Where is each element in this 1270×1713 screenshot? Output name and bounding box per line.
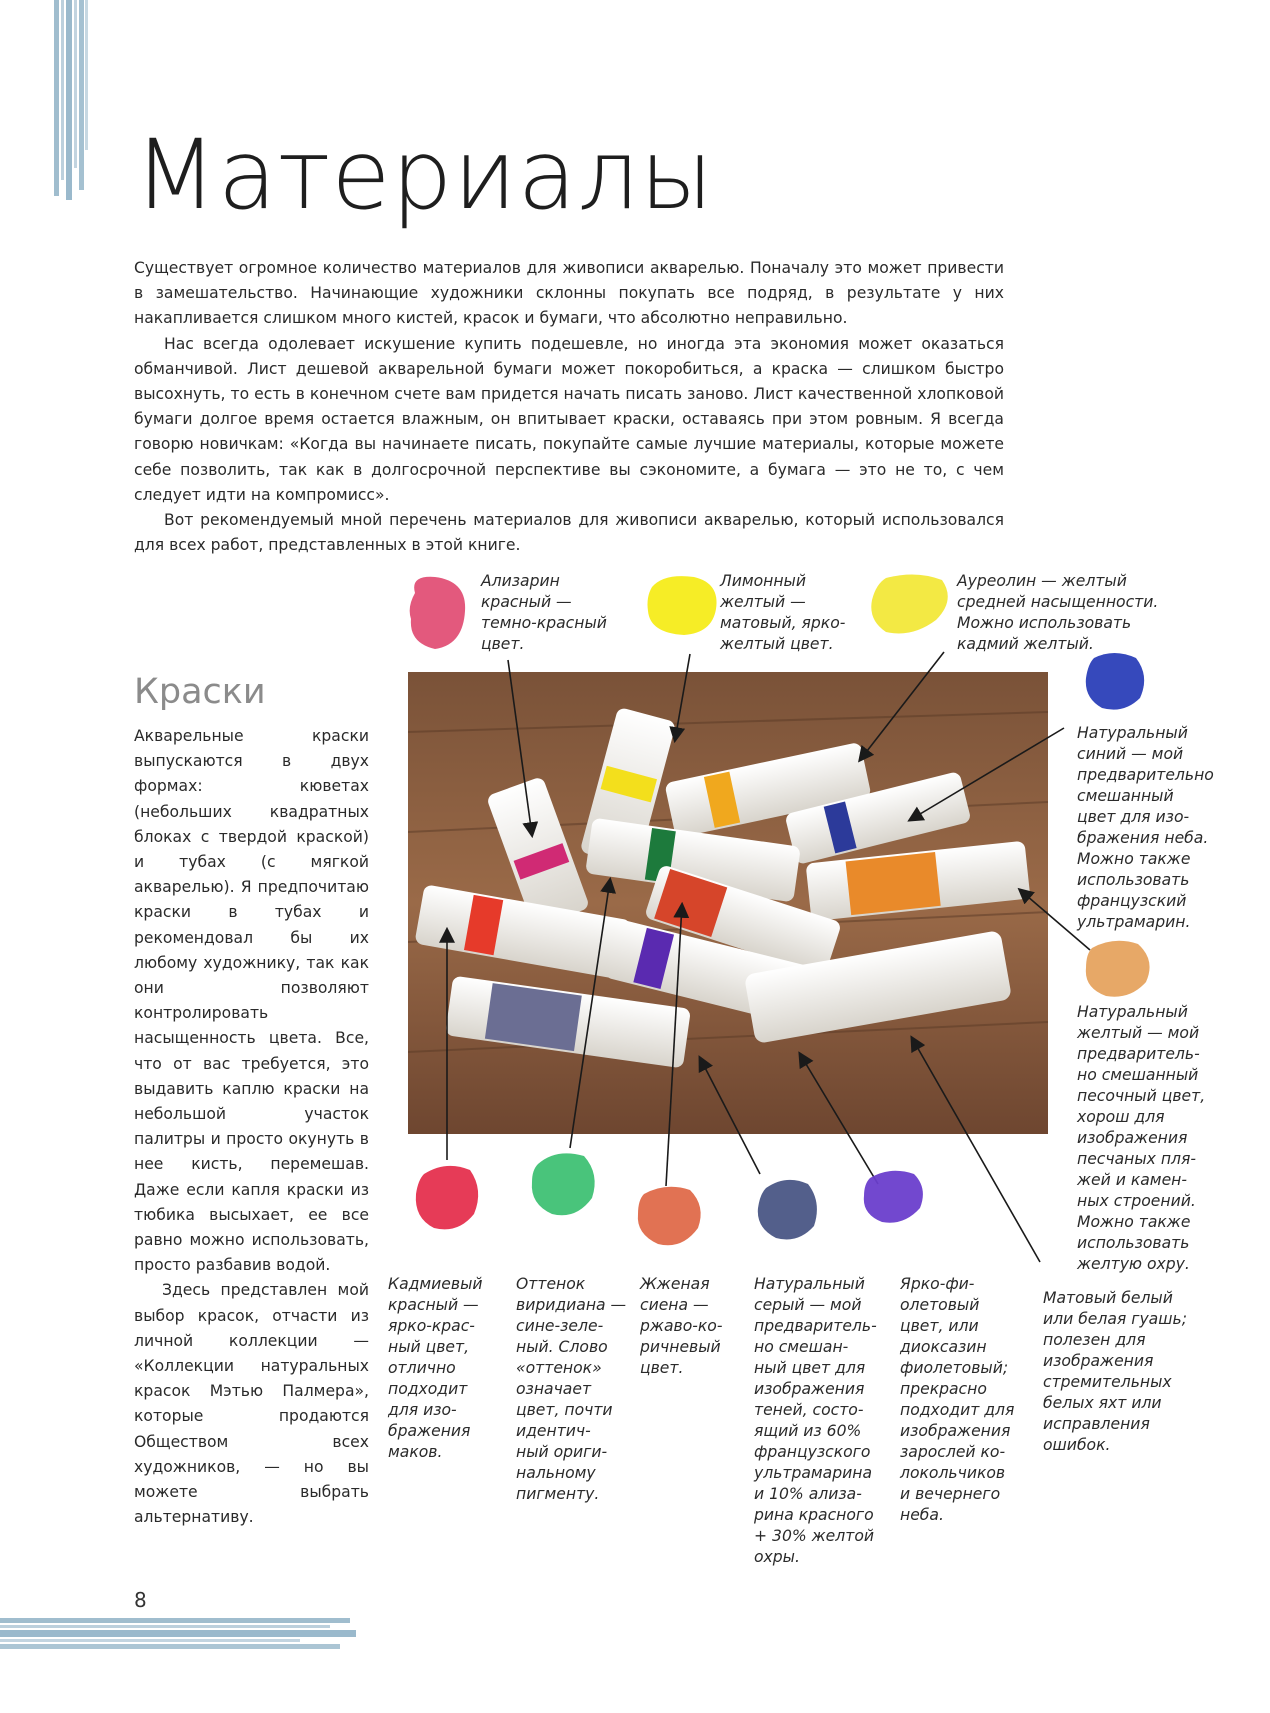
- intro-paragraph-2: Нас всегда одолевает искушение купить подешевле, но иногда эта экономия может оказаться обманчивой. Лист дешевой акварельной бумаги может покоробиться, а краска — слишком быстро высохнуть, то есть в конечном счете вам придется начать писать заново. Лист качественной хлопковой бумаги долгое время остается влажным, он впитывает краски, оставаясь при этом ровным. Я всегда говорю новичкам: «Когда вы начинаете писать, покупайте самые лучшие материалы, которые можете себе позволить, так как в долгосрочной перспективе вы сэкономите, а бумага — это не то, с чем следует идти на компромисс».: [134, 334, 1004, 504]
- caption-line: красный —: [388, 1296, 479, 1314]
- caption-line: Кадмиевый: [388, 1275, 483, 1293]
- caption-line: ультрамарина: [754, 1464, 873, 1482]
- caption-line: цвет.: [481, 635, 525, 653]
- caption-line: песочный цвет,: [1077, 1087, 1206, 1105]
- caption-line: жей и камен-: [1077, 1171, 1187, 1189]
- caption-line: изображения: [900, 1422, 1011, 1440]
- caption-line: рина красного: [754, 1506, 874, 1524]
- caption-line: зарослей ко-: [900, 1443, 1006, 1461]
- caption-line: предваритель-: [1077, 1045, 1200, 1063]
- caption-line: красный —: [481, 593, 572, 611]
- caption-line: песчаных пля-: [1077, 1150, 1196, 1168]
- caption-line: идентич-: [516, 1422, 591, 1440]
- caption-line: Можно также: [1077, 850, 1191, 868]
- caption-cadmium-red: [388, 1274, 483, 1463]
- caption-line: французский: [1077, 892, 1187, 910]
- caption-line: темно-красный: [481, 614, 607, 632]
- caption-line: желтый —: [720, 593, 806, 611]
- swatch-lemon: [644, 573, 722, 639]
- caption-line: ошибок.: [1043, 1436, 1111, 1454]
- caption-line: охры.: [754, 1548, 800, 1566]
- caption-line: синий — мой: [1077, 745, 1184, 763]
- caption-line: отлично: [388, 1359, 456, 1377]
- caption-line: желтый цвет.: [720, 635, 834, 653]
- caption-line: серый — мой: [754, 1296, 862, 1314]
- caption-burnt-sienna: [640, 1274, 722, 1379]
- caption-natural-yellow: [1077, 1002, 1205, 1275]
- caption-line: Можно использовать: [957, 614, 1132, 632]
- caption-line: средней насыщенности.: [957, 593, 1159, 611]
- caption-line: но смешанный: [1077, 1066, 1199, 1084]
- caption-line: ный цвет,: [388, 1338, 470, 1356]
- caption-line: желтый — мой: [1077, 1024, 1200, 1042]
- swatch-alizarin: [405, 573, 471, 653]
- caption-line: пигменту.: [516, 1485, 600, 1503]
- caption-line: цвет.: [640, 1359, 684, 1377]
- caption-line: диоксазин: [900, 1338, 987, 1356]
- caption-line: неба.: [900, 1506, 944, 1524]
- caption-line: Натуральный: [1077, 1003, 1188, 1021]
- intro-text: [134, 256, 1004, 558]
- caption-line: маков.: [388, 1443, 443, 1461]
- caption-viridian: [516, 1274, 626, 1505]
- caption-line: означает: [516, 1380, 592, 1398]
- caption-alizarin: [481, 571, 607, 655]
- swatch-burnt-sienna: [632, 1182, 706, 1252]
- caption-line: фиолетовый;: [900, 1359, 1009, 1377]
- caption-line: предваритель-: [754, 1317, 877, 1335]
- brush-stroke-top-decoration: [52, 0, 90, 200]
- swatch-natural-yellow: [1080, 936, 1156, 1002]
- page-title: Материалы: [134, 119, 715, 231]
- caption-natural-grey: [754, 1274, 877, 1568]
- caption-aureolin: [957, 571, 1158, 655]
- caption-line: локольчиков: [900, 1464, 1006, 1482]
- caption-violet: [900, 1274, 1014, 1526]
- caption-line: французского: [754, 1443, 871, 1461]
- caption-line: предварительно: [1077, 766, 1214, 784]
- brush-stroke-bottom-decoration: [0, 1616, 360, 1652]
- swatch-cadmium-red: [410, 1160, 484, 1236]
- caption-line: бражения неба.: [1077, 829, 1209, 847]
- caption-line: Лимонный: [720, 572, 807, 590]
- caption-line: подходит: [388, 1380, 468, 1398]
- caption-line: ультрамарин.: [1077, 913, 1191, 931]
- caption-line: или белая гуашь;: [1043, 1310, 1187, 1328]
- caption-line: использовать: [1077, 871, 1190, 889]
- swatch-natural-grey: [752, 1174, 822, 1246]
- caption-line: + 30% желтой: [754, 1527, 875, 1545]
- caption-line: Матовый белый: [1043, 1289, 1173, 1307]
- caption-line: для изо-: [388, 1401, 457, 1419]
- caption-line: Оттенок: [516, 1275, 586, 1293]
- swatch-natural-blue: [1080, 648, 1150, 716]
- caption-line: бражения: [388, 1422, 471, 1440]
- swatch-aureolin: [866, 570, 956, 640]
- caption-line: ричневый: [640, 1338, 721, 1356]
- caption-line: и 10% ализа-: [754, 1485, 862, 1503]
- caption-line: виридиана —: [516, 1296, 627, 1314]
- caption-line: хорош для: [1077, 1108, 1165, 1126]
- caption-line: сине-зеле-: [516, 1317, 604, 1335]
- caption-line: матовый, ярко-: [720, 614, 846, 632]
- caption-line: Можно также: [1077, 1213, 1191, 1231]
- caption-line: ных строений.: [1077, 1192, 1196, 1210]
- paints-paragraph-1: Акварельные краски выпускаются в двух формах: кюветах (небольших квадратных блоках с твердой краской) и тубах (с мягкой акварелью). Я предпочитаю краски в тубах и рекомендовал бы их любому художнику, так как они позволяют контролировать насыщенность цвета. Все, что от вас требуется, это выдавить каплю краски на небольшой участок палитры и просто окунуть в нее кисть, перемешав. Даже если капля краски из тюбика высыхает, ее все равно можно использовать, просто разбавив водой.: [134, 727, 369, 1275]
- caption-line: исправления: [1043, 1415, 1150, 1433]
- paints-body-text: [134, 724, 369, 1531]
- caption-line: стремительных: [1043, 1373, 1172, 1391]
- caption-line: теней, состо-: [754, 1401, 864, 1419]
- caption-line: ный. Слово: [516, 1338, 608, 1356]
- caption-line: Натуральный: [754, 1275, 865, 1293]
- paints-paragraph-2: Здесь представлен мой выбор красок, отчасти из личной коллекции — «Коллекции натуральных красок Мэтью Палмера», которые продаются Обществом всех художников, — но вы можете выбрать альтернативу.: [134, 1281, 369, 1527]
- caption-line: сиена —: [640, 1296, 709, 1314]
- caption-line: кадмий желтый.: [957, 635, 1094, 653]
- intro-paragraph-1: Существует огромное количество материалов для живописи акварелью. Поначалу это может привести в замешательство. Начинающие художники склонны покупать все подряд, в результате у них накапливается слишком много кистей, красок и бумаги, что абсолютно неправильно.: [134, 259, 1004, 328]
- caption-line: ярко-крас-: [388, 1317, 475, 1335]
- caption-line: использовать: [1077, 1234, 1190, 1252]
- caption-lemon: [720, 571, 845, 655]
- caption-line: прекрасно: [900, 1380, 987, 1398]
- caption-line: изображения: [1043, 1352, 1154, 1370]
- caption-line: ящий из 60%: [754, 1422, 862, 1440]
- caption-line: белых яхт или: [1043, 1394, 1162, 1412]
- caption-line: олетовый: [900, 1296, 980, 1314]
- swatch-viridian: [526, 1148, 600, 1222]
- caption-line: цвет, почти: [516, 1401, 613, 1419]
- caption-line: Натуральный: [1077, 724, 1188, 742]
- caption-line: изображения: [1077, 1129, 1188, 1147]
- caption-line: желтую охру.: [1077, 1255, 1190, 1273]
- page-number: 8: [134, 1588, 147, 1612]
- caption-line: смешанный: [1077, 787, 1174, 805]
- caption-natural-blue: [1077, 723, 1214, 933]
- caption-line: цвет для изо-: [1077, 808, 1190, 826]
- caption-line: и вечернего: [900, 1485, 1001, 1503]
- swatch-violet: [858, 1166, 928, 1228]
- section-title-paints: Краски: [134, 672, 266, 712]
- caption-line: Жженая: [640, 1275, 710, 1293]
- intro-paragraph-3: Вот рекомендуемый мной перечень материалов для живописи акварелью, который использовался для всех работ, представленных в этой книге.: [134, 511, 1004, 555]
- caption-line: цвет, или: [900, 1317, 979, 1335]
- caption-line: ный цвет для: [754, 1359, 866, 1377]
- caption-line: изображения: [754, 1380, 865, 1398]
- caption-line: но смешан-: [754, 1338, 849, 1356]
- caption-white: [1043, 1288, 1187, 1456]
- caption-line: полезен для: [1043, 1331, 1146, 1349]
- caption-line: Ярко-фи-: [900, 1275, 975, 1293]
- caption-line: ный ориги-: [516, 1443, 608, 1461]
- caption-line: нальному: [516, 1464, 596, 1482]
- caption-line: Ауреолин — желтый: [957, 572, 1127, 590]
- caption-line: Ализарин: [481, 572, 560, 590]
- paint-tubes-photo: [408, 672, 1048, 1134]
- caption-line: ржаво-ко-: [640, 1317, 723, 1335]
- caption-line: «оттенок»: [516, 1359, 602, 1377]
- caption-line: подходит для: [900, 1401, 1015, 1419]
